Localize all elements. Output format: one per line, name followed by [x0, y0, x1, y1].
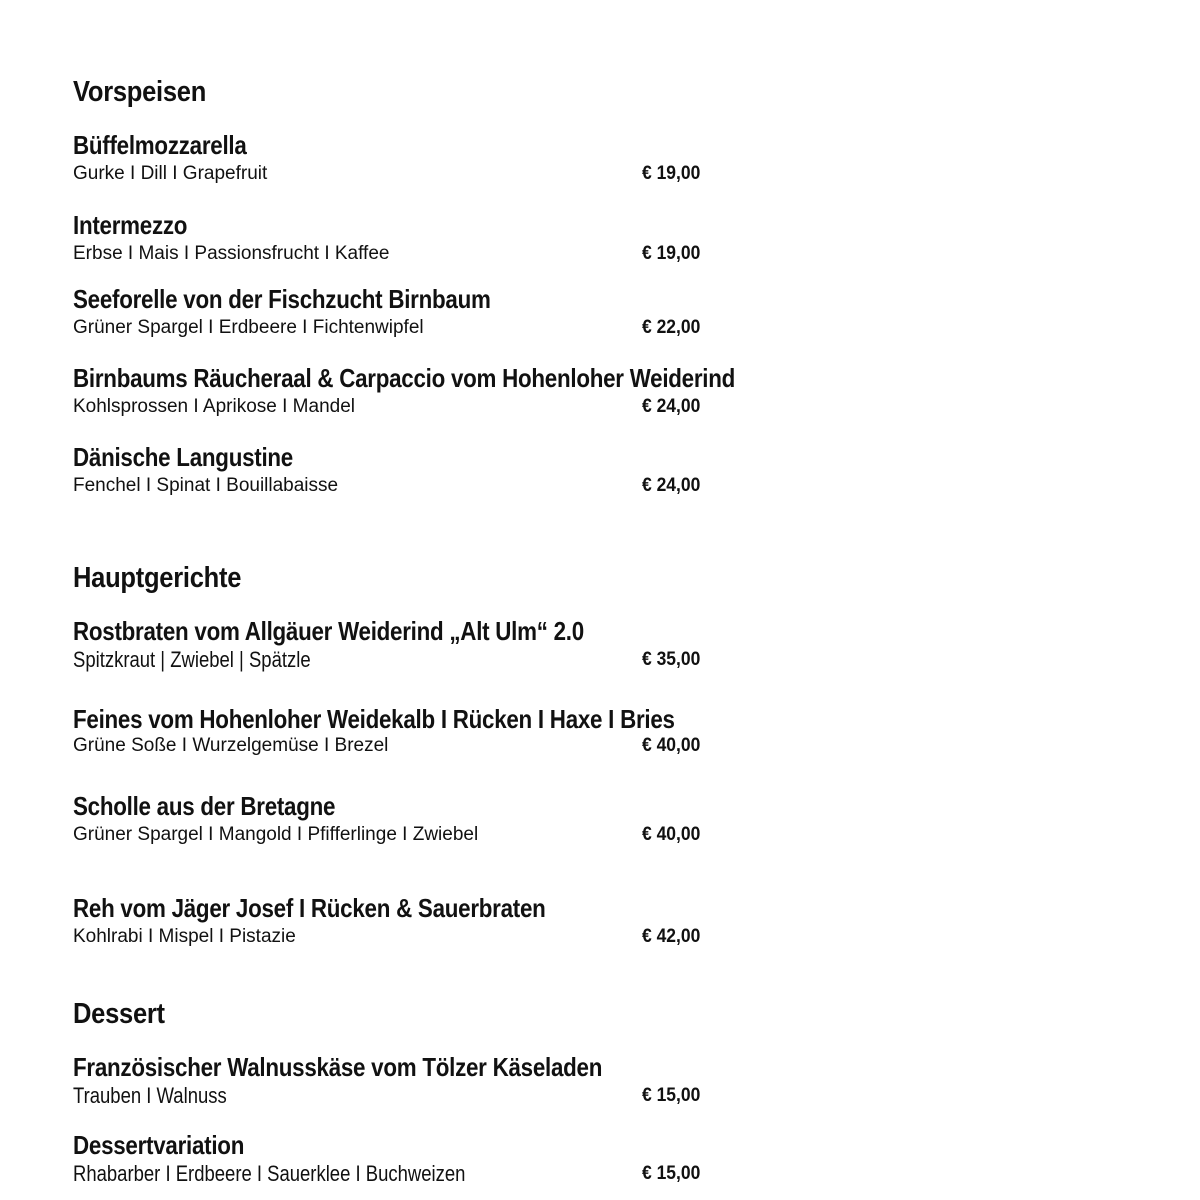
- dish-name: Birnbaums Räucheraal & Carpaccio vom Hohenloher Weiderind: [73, 363, 736, 393]
- dish-name: Französischer Walnusskäse vom Tölzer Käseladen: [73, 1052, 603, 1082]
- dish-description: Fenchel I Spinat I Bouillabaisse: [73, 475, 339, 496]
- dish-price: € 22,00: [642, 317, 701, 338]
- section-title-dessert: Dessert: [73, 998, 165, 1030]
- dish-price: € 40,00: [642, 735, 701, 756]
- dish-name: Seeforelle von der Fischzucht Birnbaum: [73, 284, 491, 314]
- dish-price: € 24,00: [642, 475, 701, 496]
- menu-item: [73, 130, 793, 190]
- dish-price: € 15,00: [642, 1085, 701, 1106]
- menu-item: [73, 210, 793, 270]
- dish-price: € 15,00: [642, 1163, 701, 1184]
- dish-price: € 40,00: [642, 824, 701, 845]
- dish-price: € 42,00: [642, 926, 701, 947]
- menu-item: [73, 442, 793, 502]
- dish-description: Spitzkraut | Zwiebel | Spätzle: [73, 647, 311, 672]
- menu-item: [73, 616, 793, 676]
- menu-item: [73, 363, 793, 423]
- dish-description: Grüner Spargel I Mangold I Pfifferlinge I Zwiebel: [73, 824, 479, 845]
- menu-item: [73, 791, 793, 851]
- dish-price: € 19,00: [642, 243, 701, 264]
- dish-description: Grüne Soße I Wurzelgemüse I Brezel: [73, 735, 389, 756]
- dish-price: € 24,00: [642, 396, 701, 417]
- section-title-hauptgerichte: Hauptgerichte: [73, 562, 242, 594]
- dish-price: € 35,00: [642, 649, 701, 670]
- dish-description: Kohlrabi I Mispel I Pistazie: [73, 926, 296, 947]
- dish-name: Rostbraten vom Allgäuer Weiderind „Alt Ulm“ 2.0: [73, 616, 584, 646]
- menu-item: [73, 1052, 793, 1112]
- dish-description: Grüner Spargel I Erdbeere I Fichtenwipfel: [73, 317, 424, 338]
- dish-name: Feines vom Hohenloher Weidekalb I Rücken I Haxe I Bries: [73, 704, 675, 734]
- dish-name: Intermezzo: [73, 210, 188, 240]
- dish-name: Dessertvariation: [73, 1130, 245, 1160]
- dish-name: Dänische Langustine: [73, 442, 293, 472]
- menu-item: [73, 704, 793, 764]
- dish-name: Reh vom Jäger Josef I Rücken & Sauerbraten: [73, 893, 546, 923]
- dish-name: Scholle aus der Bretagne: [73, 791, 336, 821]
- dish-price: € 19,00: [642, 163, 701, 184]
- menu-item: [73, 284, 793, 344]
- menu-item: [73, 1130, 793, 1190]
- dish-description: Erbse I Mais I Passionsfrucht I Kaffee: [73, 243, 390, 264]
- dish-description: Trauben I Walnuss: [73, 1083, 227, 1108]
- dish-description: Kohlsprossen I Aprikose I Mandel: [73, 396, 355, 417]
- section-title-vorspeisen: Vorspeisen: [73, 76, 207, 108]
- dish-description: Gurke I Dill I Grapefruit: [73, 163, 268, 184]
- dish-description: Rhabarber I Erdbeere I Sauerklee I Buchweizen: [73, 1161, 466, 1186]
- menu-item: [73, 893, 793, 953]
- dish-name: Büffelmozzarella: [73, 130, 247, 160]
